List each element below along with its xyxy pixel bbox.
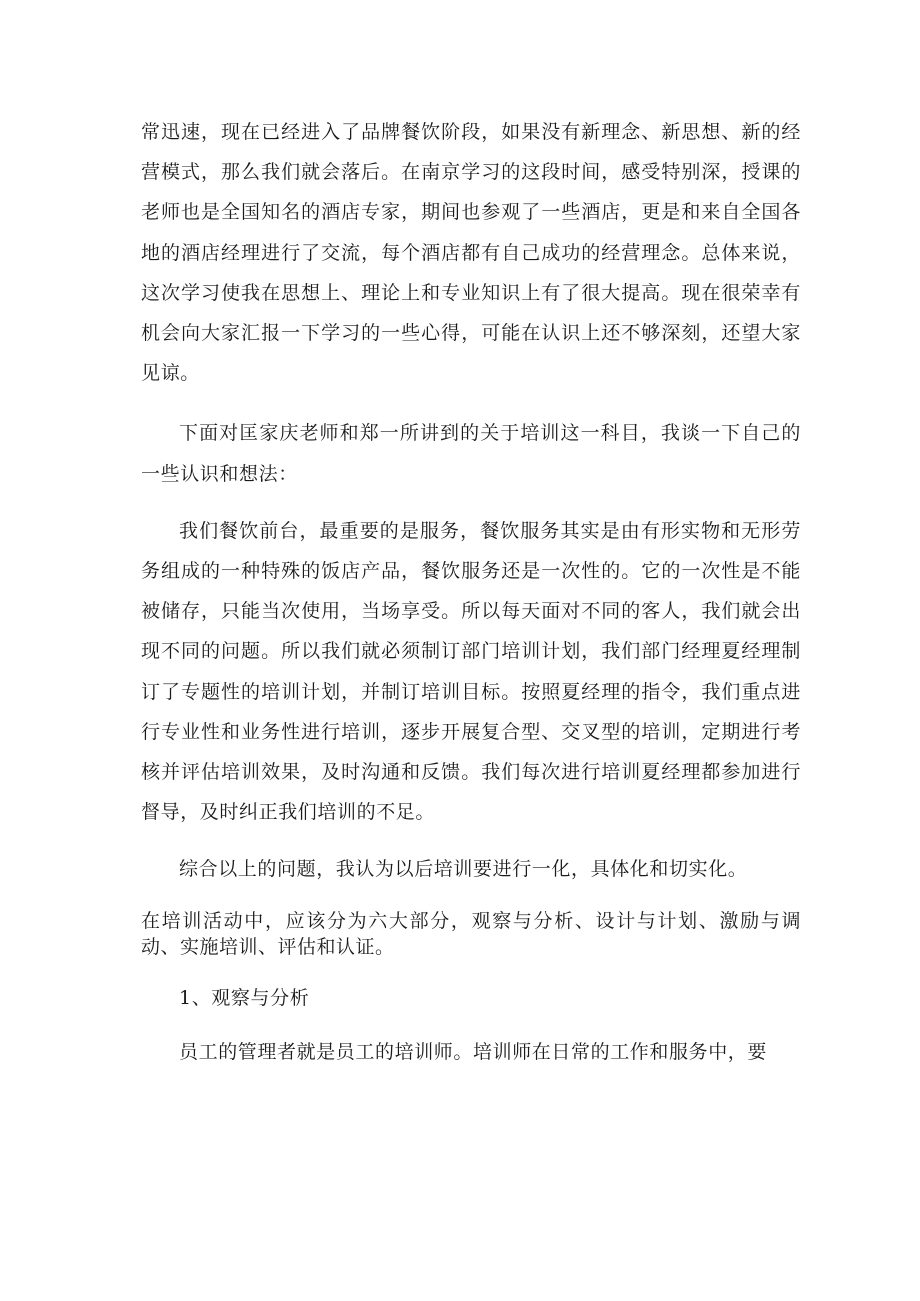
paragraph-training-topic: 下面对匡家庆老师和郑一所讲到的关于培训这一科目，我谈一下自己的一些认识和想法： — [141, 422, 801, 485]
paragraph-intro-continued: 常迅速，现在已经进入了品牌餐饮阶段，如果没有新理念、新思想、新的经营模式，那么我们就会落后。在南京学习的这段时间，感受特别深，授课的老师也是全国知名的酒店专家，期间也参观了一些酒店，更是和来自全国各地的酒店经理进行了交流，每个酒店都有自己成功的经营理念。总体来说，这次学习使我在思想上、理论上和专业知识上有了很大提高。现在很荣幸有机会向大家汇报一下学习的一些心得，可能在认识上还不够深刻，还望大家见谅。 — [141, 121, 801, 385]
paragraph-six-parts: 在培训活动中，应该分为六大部分，观察与分析、设计与计划、激励与调动、实施培训、评估和认证。 — [141, 909, 801, 958]
section-heading-observation: 1、观察与分析 — [179, 986, 310, 1009]
document-body — [141, 112, 801, 1072]
paragraph-front-service: 我们餐饮前台，最重要的是服务，餐饮服务其实是由有形实物和无形劳务组成的一种特殊的饭店产品，餐饮服务还是一次性的。它的一次性是不能被储存，只能当次使用，当场享受。所以每天面对不同的客人，我们就会出现不同的问题。所以我们就必须制订部门培训计划，我们部门经理夏经理制订了专题性的培训计划，并制订培训目标。按照夏经理的指令，我们重点进行专业性和业务性进行培训，逐步开展复合型、交叉型的培训，定期进行考核并评估培训效果，及时沟通和反馈。我们每次进行培训夏经理都参加进行督导，及时纠正我们培训的不足。 — [141, 519, 801, 824]
paragraph-summary: 综合以上的问题，我认为以后培训要进行一化，具体化和切实化。 — [179, 858, 748, 881]
paragraph-manager-trainer: 员工的管理者就是员工的培训师。培训师在日常的工作和服务中，要 — [179, 1040, 768, 1063]
